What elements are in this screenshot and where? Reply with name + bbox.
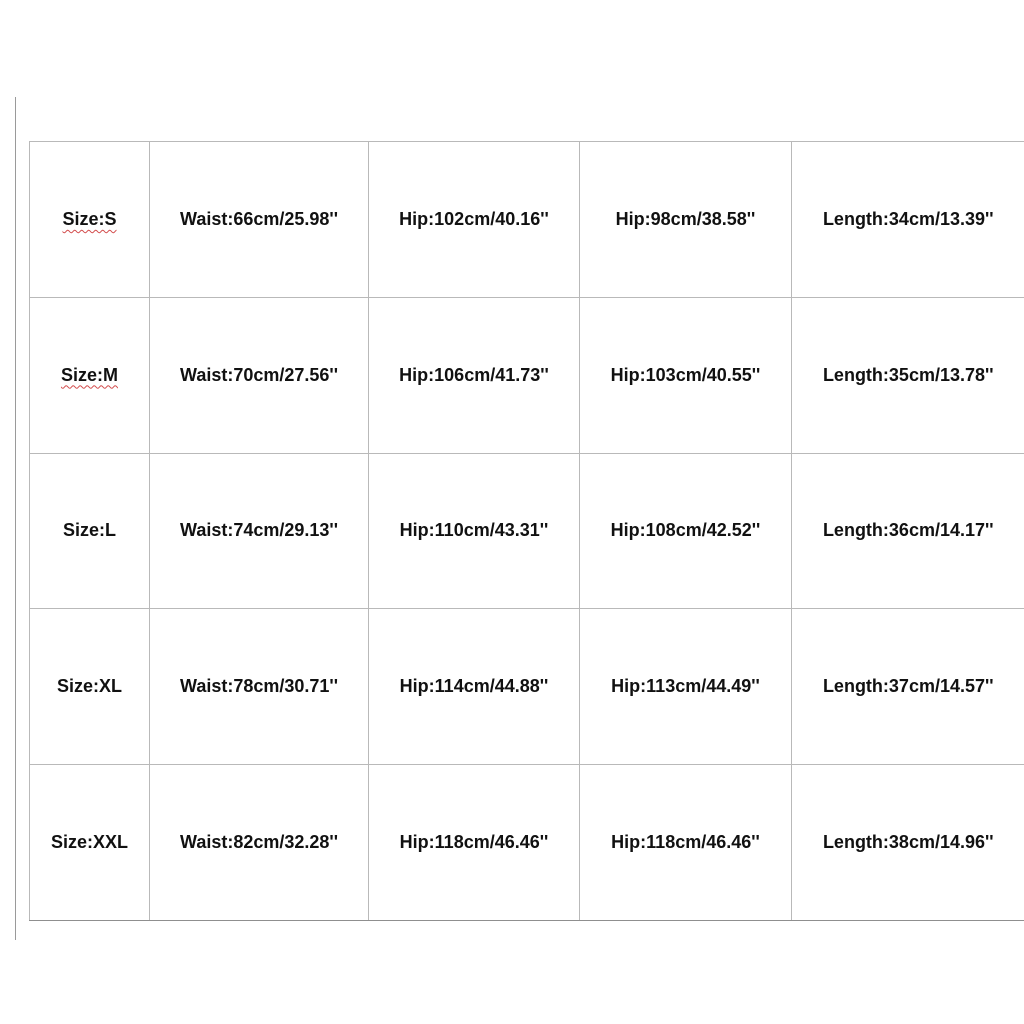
table-row	[30, 297, 1024, 453]
waist-cell: Waist:66cm/25.98''	[150, 142, 369, 298]
size-label: Size:XXL	[50, 832, 129, 853]
size-cell	[30, 142, 150, 298]
size-cell	[30, 765, 150, 921]
hip-cell: Hip:110cm/43.31''	[369, 453, 580, 609]
hip-cell: Hip:102cm/40.16''	[369, 142, 580, 298]
waist-cell: Waist:74cm/29.13''	[150, 453, 369, 609]
table-row	[30, 453, 1024, 609]
size-cell	[30, 453, 150, 609]
hip-cell: Hip:106cm/41.73''	[369, 297, 580, 453]
size-label: Size:S	[62, 208, 117, 229]
table-row	[30, 609, 1024, 765]
hip-cell: Hip:103cm/40.55''	[580, 297, 792, 453]
length-cell: Length:38cm/14.96''	[792, 765, 1024, 921]
size-chart-table	[29, 141, 1024, 921]
hip-cell: Hip:114cm/44.88''	[369, 609, 580, 765]
table-row	[30, 142, 1024, 298]
hip-cell: Hip:113cm/44.49''	[580, 609, 792, 765]
hip-cell: Hip:118cm/46.46''	[369, 765, 580, 921]
size-label: Size:XL	[56, 676, 122, 697]
hip-cell: Hip:118cm/46.46''	[580, 765, 792, 921]
size-cell	[30, 297, 150, 453]
length-cell: Length:34cm/13.39''	[792, 142, 1024, 298]
waist-cell: Waist:70cm/27.56''	[150, 297, 369, 453]
hip-cell: Hip:98cm/38.58''	[580, 142, 792, 298]
length-cell: Length:36cm/14.17''	[792, 453, 1024, 609]
table-row	[30, 765, 1024, 921]
page-left-border	[15, 97, 16, 940]
size-label: Size:M	[60, 364, 118, 385]
size-label: Size:L	[62, 520, 116, 541]
waist-cell: Waist:82cm/32.28''	[150, 765, 369, 921]
length-cell: Length:35cm/13.78''	[792, 297, 1024, 453]
size-cell	[30, 609, 150, 765]
hip-cell: Hip:108cm/42.52''	[580, 453, 792, 609]
length-cell: Length:37cm/14.57''	[792, 609, 1024, 765]
waist-cell: Waist:78cm/30.71''	[150, 609, 369, 765]
